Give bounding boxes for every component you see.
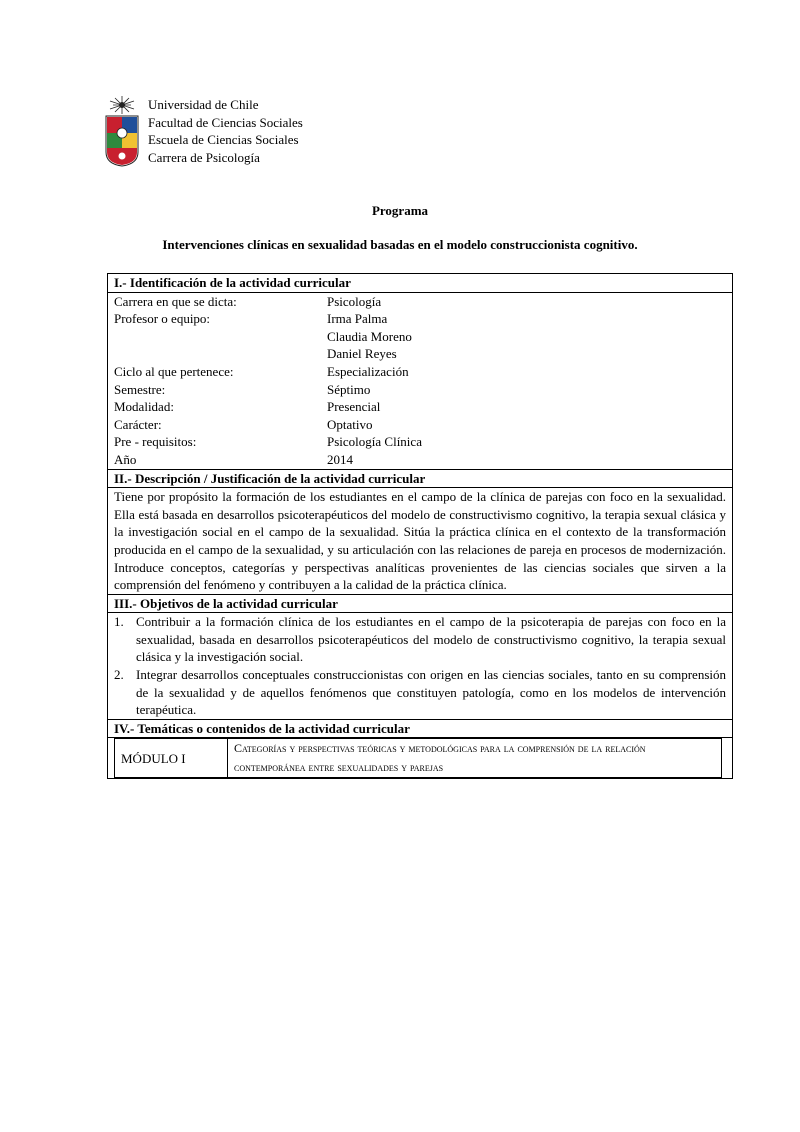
info-value: Séptimo xyxy=(327,381,371,397)
university-name: Universidad de Chile xyxy=(148,97,259,112)
info-row xyxy=(114,345,726,363)
info-label xyxy=(114,328,327,346)
info-value: 2014 xyxy=(327,451,353,467)
document-type: Programa xyxy=(371,203,429,218)
objective-number: 2. xyxy=(114,667,124,683)
career-name: Carrera de Psicología xyxy=(148,149,260,165)
module-label: MÓDULO I xyxy=(115,739,228,778)
description-text: Tiene por propósito la formación de los estudiantes en el campo de la clínica de parejas con foco en la sexualidad. Ella está basada en desarrollos psicoterapéuticos del modelo de constructivismo cognitivo, la terapia sexual clásica y la investigación social en el campo de la sexualidad. Sitúa la práctica clínica en el contexto de la transformación producida en el campo de la sexualidad, y su articulación con las relaciones de pareja en procesos de modernización. Introduce conceptos, categorías y perspectivas analíticas provenientes de las ciencias sociales que sirven a la comprensión del fenómeno y contribuyen a la calidad de la práctica clínica. xyxy=(108,488,733,595)
info-row xyxy=(114,398,726,416)
university-shield-icon xyxy=(102,94,142,168)
module-title: Categorías y perspectivas teóricas y metodológicas para la comprensión de la relación contemporánea entre sexualidades y parejas xyxy=(228,739,722,778)
course-title: Intervenciones clínicas en sexualidad basadas en el modelo construccionista cognitivo. xyxy=(162,237,638,252)
objective-item xyxy=(114,666,726,719)
program-table xyxy=(107,273,733,779)
info-label xyxy=(114,345,327,363)
info-label: Carrera en que se dicta: xyxy=(114,293,237,309)
info-value: Psicología xyxy=(327,293,382,309)
objectives-cell xyxy=(108,613,733,720)
objective-item xyxy=(114,613,726,666)
info-value: Presencial xyxy=(327,399,381,415)
section-1-heading: I.- Identificación de la actividad curricular xyxy=(108,274,733,293)
info-label: Pre - requisitos: xyxy=(114,434,197,450)
institution-lines xyxy=(148,96,303,166)
info-row xyxy=(114,310,726,328)
faculty-name: Facultad de Ciencias Sociales xyxy=(148,114,303,130)
objective-number: 1. xyxy=(114,614,124,630)
identification-cell xyxy=(108,292,733,469)
objectives-list xyxy=(114,613,726,719)
info-label: Carácter: xyxy=(114,416,162,432)
info-row xyxy=(114,416,726,434)
info-label: Profesor o equipo: xyxy=(114,311,211,327)
info-label: Modalidad: xyxy=(114,399,174,415)
info-row xyxy=(114,433,726,451)
section-3-heading: III.- Objetivos de la actividad curricular xyxy=(108,594,733,613)
info-value: Claudia Moreno xyxy=(327,328,412,344)
identification-table xyxy=(114,293,726,469)
info-value: Psicología Clínica xyxy=(327,434,422,450)
contents-cell xyxy=(108,738,733,779)
info-row xyxy=(114,363,726,381)
school-name: Escuela de Ciencias Sociales xyxy=(148,132,299,148)
objective-text: Contribuir a la formación clínica de los estudiantes en el campo de la psicoterapia de parejas con foco en la sexualidad, basada en desarrollos psicoterapéuticos del modelo de constructivismo cognitivo, la terapia sexual clásica y la investigación social. xyxy=(136,614,726,665)
info-row xyxy=(114,293,726,311)
info-value: Daniel Reyes xyxy=(327,346,397,362)
info-row xyxy=(114,328,726,346)
objective-text: Integrar desarrollos conceptuales construccionistas con origen en las ciencias sociales, tanto en su comprensión de la sexualidad y de aquellos fenómenos que constituyen patología, como en los modelos de intervención terapéutica. xyxy=(136,667,726,718)
info-value: Irma Palma xyxy=(327,311,388,327)
info-label: Año xyxy=(114,451,137,467)
section-4-heading: IV.- Temáticas o contenidos de la actividad curricular xyxy=(108,719,733,738)
info-label: Ciclo al que pertenece: xyxy=(114,363,234,379)
info-value: Especialización xyxy=(327,363,409,379)
info-row xyxy=(114,451,726,469)
section-2-heading: II.- Descripción / Justificación de la actividad curricular xyxy=(108,469,733,488)
info-value: Optativo xyxy=(327,416,373,432)
info-row xyxy=(114,381,726,399)
module-table xyxy=(114,738,722,778)
info-label: Semestre: xyxy=(114,381,166,397)
